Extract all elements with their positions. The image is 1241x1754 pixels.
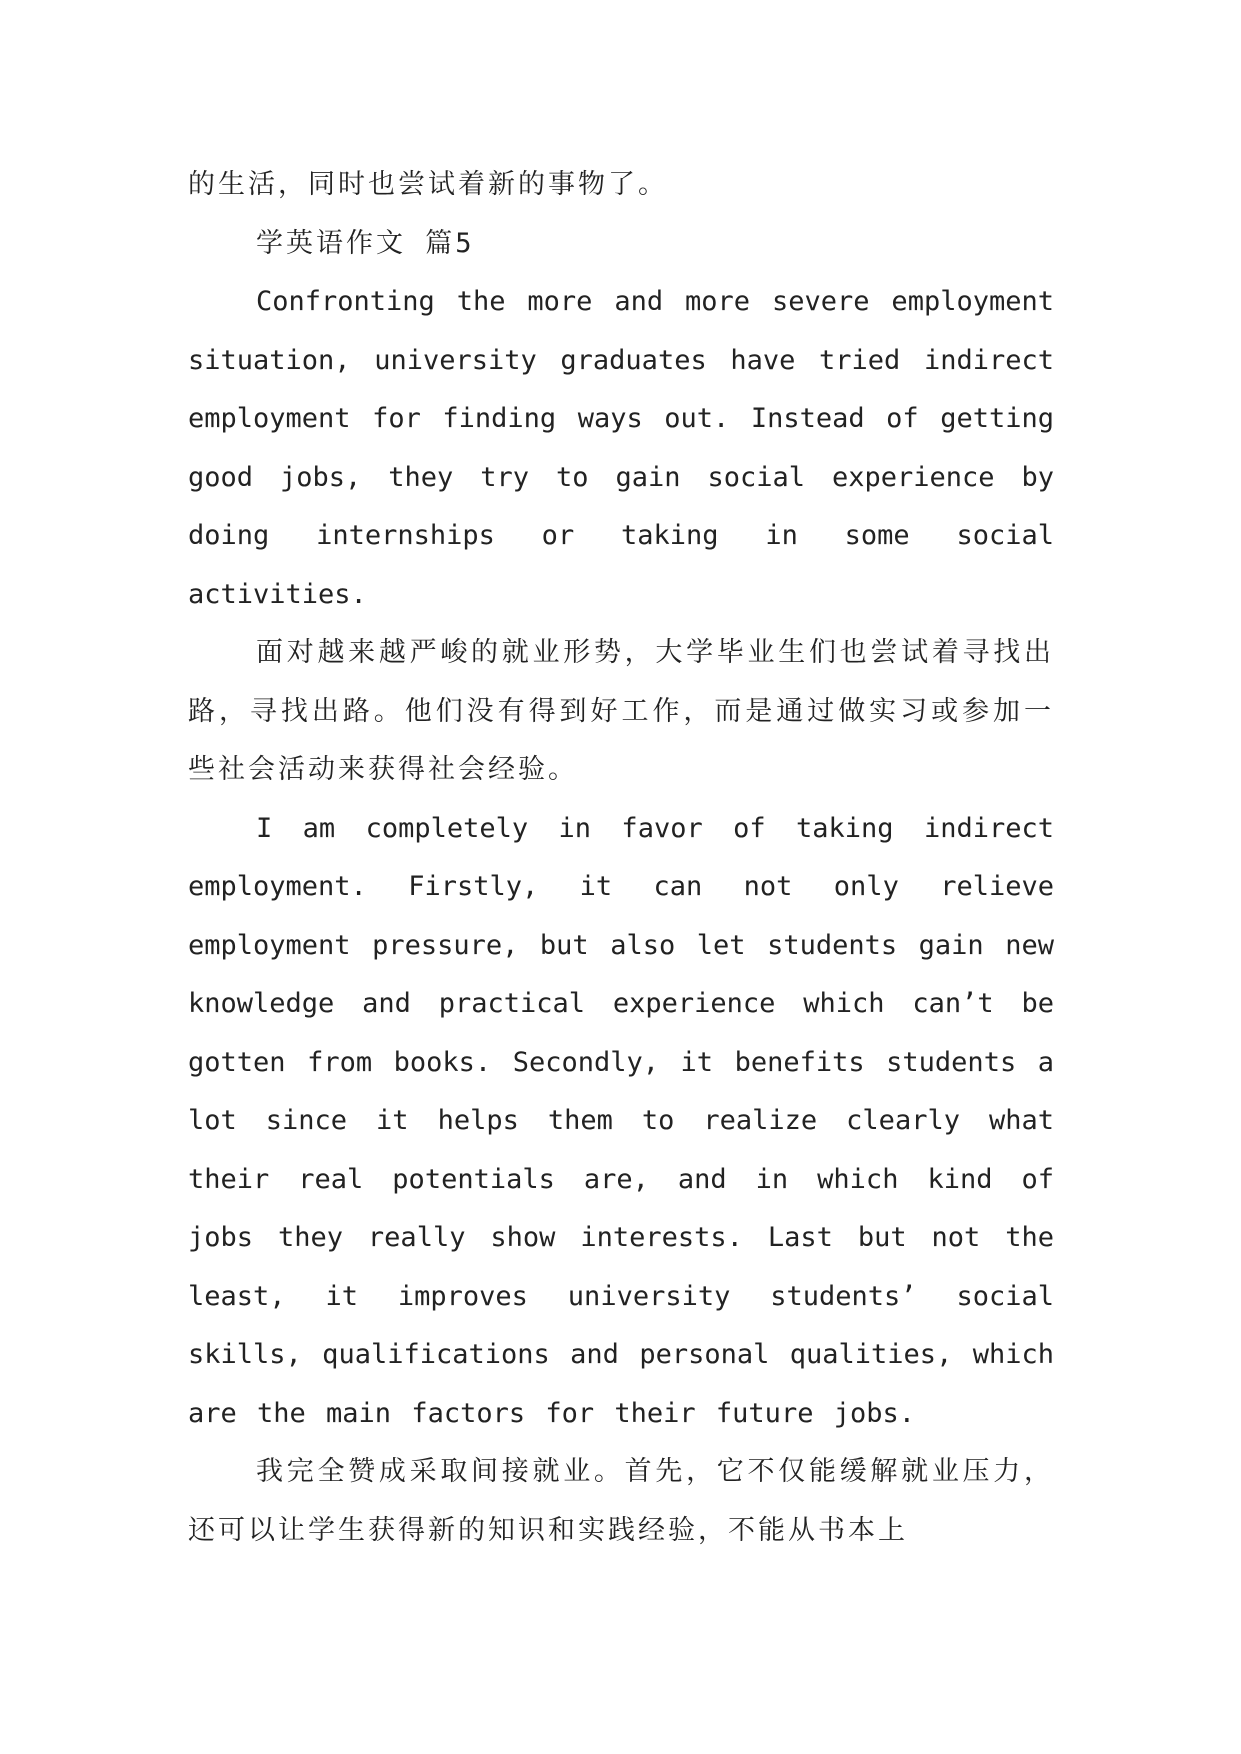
paragraph-english-1: Confronting the more and more severe employment situation, university graduates have tried indirect employment for finding ways out. Instead of getting good jobs, they try to gain social experience by doing internships or taking in some social activities. (188, 286, 1054, 610)
paragraph-chinese-2: 我完全赞成采取间接就业。首先，它不仅能缓解就业压力，还可以让学生获得新的知识和实践经验，不能从书本上 (188, 1456, 1054, 1546)
paragraph-continuation: 的生活，同时也尝试着新的事物了。 (188, 169, 668, 200)
document-body (188, 156, 1054, 1560)
paragraph-chinese-1: 面对越来越严峻的就业形势，大学毕业生们也尝试着寻找出路，寻找出路。他们没有得到好工作，而是通过做实习或参加一些社会活动来获得社会经验。 (188, 637, 1054, 785)
section-heading: 学英语作文 篇5 (256, 227, 475, 259)
paragraph-english-2: I am completely in favor of taking indirect employment. Firstly, it can not only relieve employment pressure, but also let students gain new knowledge and practical experience which can’t be gotten from books. Secondly, it benefits students a lot since it helps them to realize clearly what their real potentials are, and in which kind of jobs they really show interests. Last but not the least, it improves university students’ social skills, qualifications and personal qualities, which are the main factors for their future jobs. (188, 812, 1054, 1429)
